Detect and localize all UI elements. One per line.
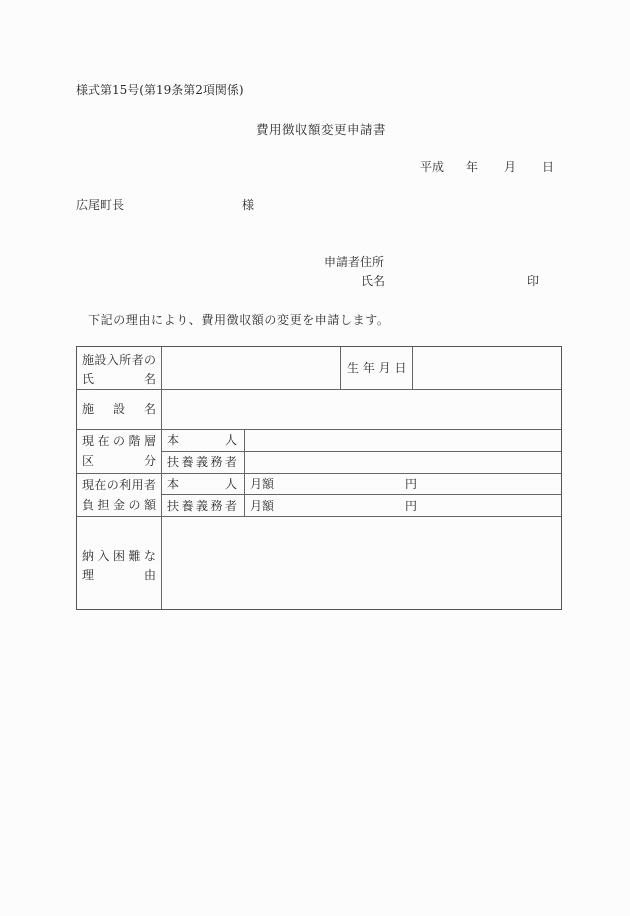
honorific: 様 xyxy=(242,198,255,212)
date-year-label: 年 xyxy=(466,160,479,174)
row-divider xyxy=(77,429,561,430)
income-bracket-label: 現 在 の 階 層 区 分 xyxy=(82,434,156,468)
burden-self-amount-field[interactable] xyxy=(282,475,402,493)
burden-supporter-label: 扶 養 義 務 者 xyxy=(167,499,237,513)
seal-label: 印 xyxy=(527,274,540,288)
birthdate-label: 生 年 月 日 xyxy=(347,361,407,375)
bracket-self-field[interactable] xyxy=(247,431,559,449)
resident-name-field[interactable] xyxy=(164,349,338,387)
bracket-supporter-field[interactable] xyxy=(247,453,559,471)
applicant-name-label: 氏名 xyxy=(361,274,386,288)
burden-supporter-yen-label: 円 xyxy=(405,499,418,513)
date-month-label: 月 xyxy=(504,160,517,174)
row-divider xyxy=(161,494,561,495)
date-line xyxy=(420,161,554,173)
column-divider xyxy=(161,347,162,609)
burden-self-label: 本 人 xyxy=(167,477,237,491)
row-divider xyxy=(77,516,561,517)
burden-self-yen-label: 円 xyxy=(405,477,418,491)
burden-self-monthly-label: 月額 xyxy=(250,477,275,491)
addressee: 広尾町長 xyxy=(76,198,125,212)
column-divider xyxy=(412,347,413,389)
applicant-address-label: 申請者住所 xyxy=(324,255,385,269)
reason-field[interactable] xyxy=(164,519,559,607)
intro-text: 下記の理由により、費用徴収額の変更を申請します。 xyxy=(88,313,390,327)
column-divider xyxy=(244,429,245,516)
document-title: 費用徴収額変更申請書 xyxy=(256,122,387,137)
application-form-table xyxy=(76,346,562,610)
date-era: 平成 xyxy=(420,160,445,174)
row-divider xyxy=(77,473,561,474)
facility-name-label: 施 設 名 xyxy=(82,402,156,416)
reason-label: 納 入 困 難 な 理 由 xyxy=(82,549,156,582)
facility-name-field[interactable] xyxy=(164,392,559,427)
birthdate-field[interactable] xyxy=(415,349,559,387)
row-divider xyxy=(77,389,561,390)
burden-supporter-monthly-label: 月額 xyxy=(250,499,275,513)
bracket-self-label: 本 人 xyxy=(167,433,237,447)
burden-supporter-amount-field[interactable] xyxy=(282,497,402,515)
date-day-label: 日 xyxy=(542,160,555,174)
resident-name-label: 施 設 入 所 者 の 氏 名 xyxy=(82,353,156,386)
form-number: 様式第15号(第19条第2項関係) xyxy=(76,83,244,97)
row-divider xyxy=(161,451,561,452)
bracket-supporter-label: 扶 養 義 務 者 xyxy=(167,455,237,469)
column-divider xyxy=(340,347,341,389)
burden-amount-label: 現 在 の 利 用 者 負 担 金 の 額 xyxy=(82,478,156,512)
